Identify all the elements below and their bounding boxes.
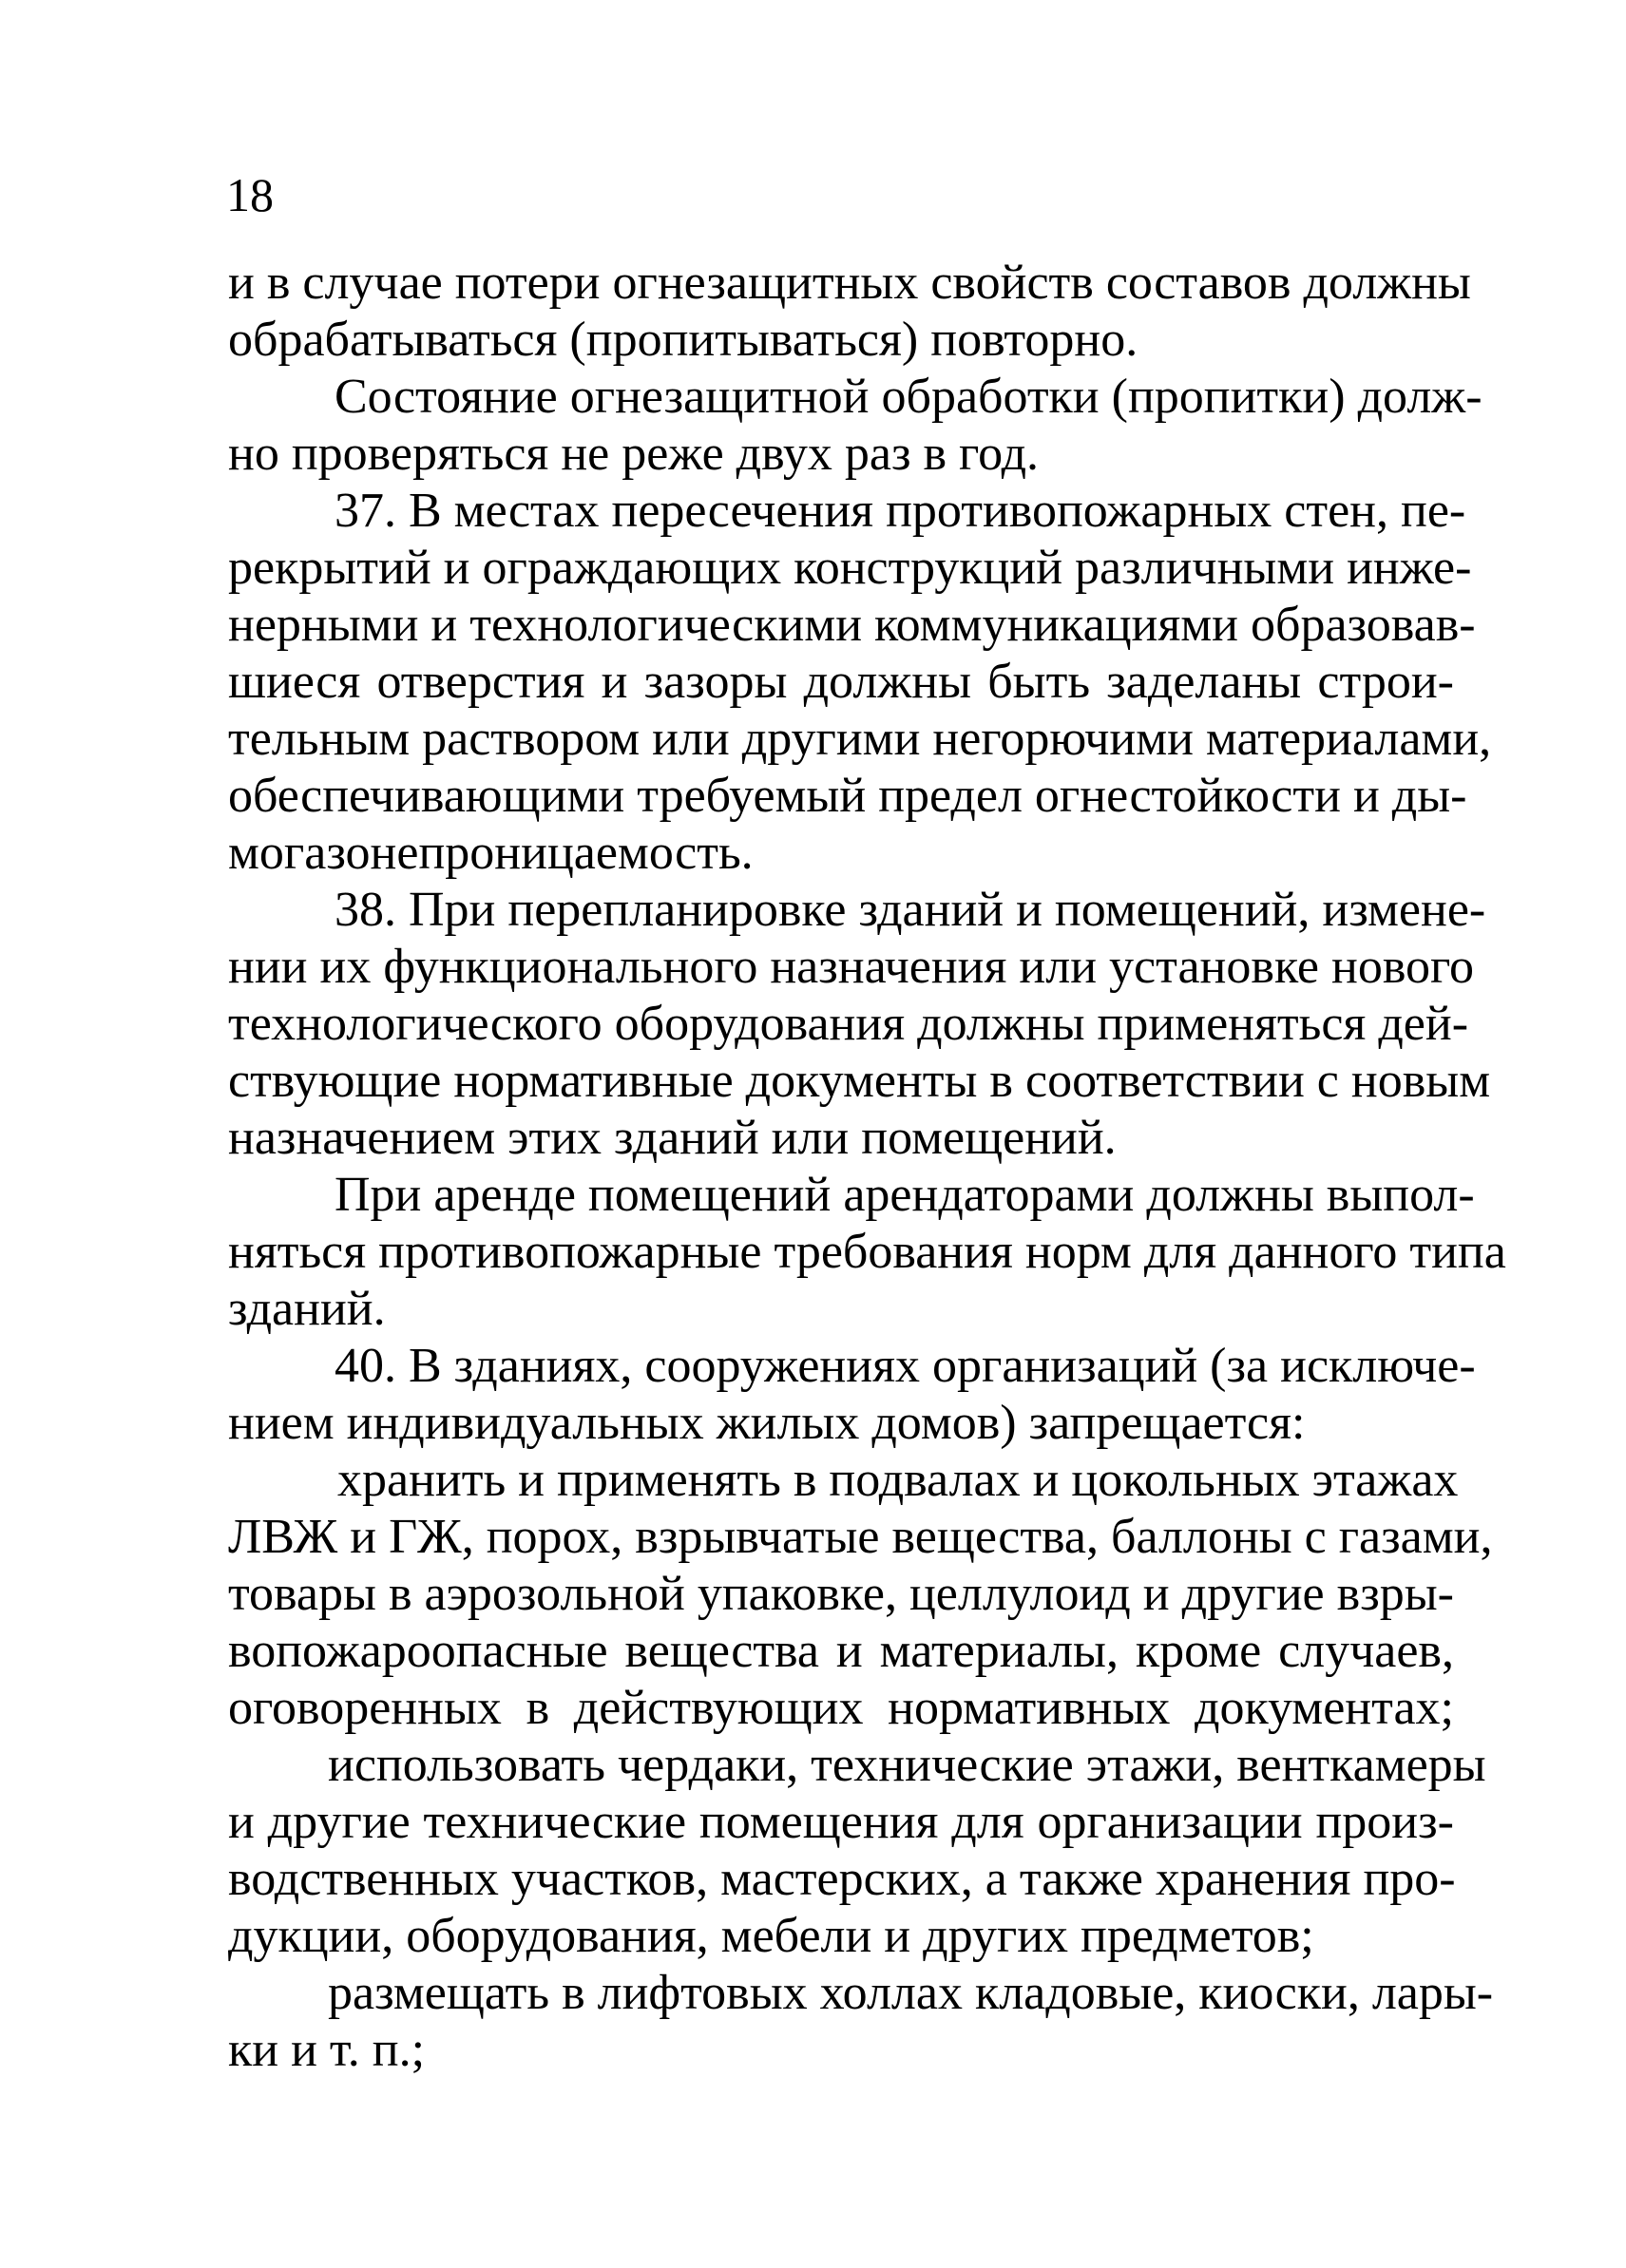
text-line: рекрытий и ограждающих конструкций различными инже-	[228, 541, 1472, 595]
text-line: тельным раствором или другими негорючими материалами,	[228, 712, 1492, 766]
paragraph-40-item-elevator-halls	[228, 1965, 1494, 2079]
text-line: технологического оборудования должны применяться дей-	[228, 997, 1469, 1051]
paragraph-fire-protection-check	[228, 369, 1483, 483]
paragraph-40	[228, 1338, 1476, 1452]
text-line: шиеся отверстия и зазоры должны быть заделаны строи-	[228, 655, 1454, 709]
paragraph-40-item-storage	[228, 1452, 1493, 1737]
text-line: 38. При перепланировке зданий и помещений, измене-	[335, 883, 1486, 937]
text-line: 40. В зданиях, сооружениях организаций (за исключе-	[335, 1339, 1476, 1393]
text-line: но проверяться не реже двух раз в год.	[228, 427, 1040, 481]
paragraph-38	[228, 882, 1491, 1167]
text-line: ствующие нормативные документы в соответствии с новым	[228, 1054, 1491, 1108]
body-text	[228, 255, 1506, 2079]
text-line: оговоренных в действующих нормативных документах;	[228, 1681, 1454, 1735]
text-line: няться противопожарные требования норм для данного типа	[228, 1225, 1506, 1279]
text-line: и другие технические помещения для организации произ-	[228, 1795, 1454, 1849]
text-line: нерными и технологическими коммуникациями образовав-	[228, 598, 1476, 652]
paragraph-40-item-attics	[228, 1737, 1486, 1965]
paragraph-lease	[228, 1167, 1506, 1338]
text-line: нии их функционального назначения или установке нового	[228, 940, 1475, 994]
text-line: товары в аэрозольной упаковке, целлулоид и другие взры-	[228, 1567, 1454, 1621]
page-number: 18	[226, 168, 274, 221]
text-line: назначением этих зданий или помещений.	[228, 1111, 1117, 1165]
text-line: При аренде помещений арендаторами должны выпол-	[335, 1168, 1475, 1222]
text-line: ЛВЖ и ГЖ, порох, взрывчатые вещества, баллоны с газами,	[228, 1510, 1493, 1564]
text-line: хранить и применять в подвалах и цокольных этажах	[337, 1453, 1459, 1507]
text-line: вопожароопасные вещества и материалы, кроме случаев,	[228, 1624, 1454, 1678]
text-line: зданий.	[228, 1282, 386, 1336]
text-line: 37. В местах пересечения противопожарных стен, пе-	[335, 484, 1466, 538]
text-line: могазонепроницаемость.	[228, 826, 754, 880]
text-line: размещать в лифтовых холлах кладовые, киоски, лары-	[328, 1966, 1494, 2020]
text-line: дукции, оборудования, мебели и других предметов;	[228, 1909, 1314, 1963]
text-line: Состояние огнезащитной обработки (пропитки) долж-	[335, 370, 1483, 424]
paragraph-continuation	[228, 255, 1471, 369]
text-line: нием индивидуальных жилых домов) запрещается:	[228, 1396, 1306, 1450]
text-line: ки и т. п.;	[228, 2023, 426, 2077]
text-line: обеспечивающими требуемый предел огнестойкости и ды-	[228, 769, 1467, 823]
text-line: обрабатываться (пропитываться) повторно.	[228, 313, 1138, 367]
text-line: использовать чердаки, технические этажи, венткамеры	[328, 1738, 1486, 1792]
text-line: и в случае потери огнезащитных свойств составов должны	[228, 256, 1471, 310]
text-line: водственных участков, мастерских, а также хранения про-	[228, 1852, 1456, 1906]
paragraph-37	[228, 483, 1492, 882]
